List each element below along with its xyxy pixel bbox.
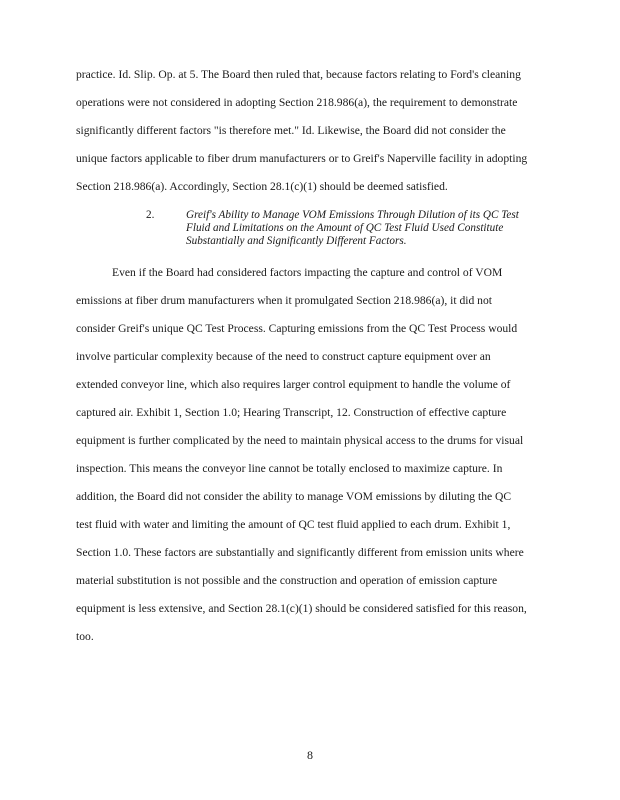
heading-line: Substantially and Significantly Different Factors.: [186, 235, 407, 247]
text-line: captured air. Exhibit 1, Section 1.0; Hearing Transcript, 12. Construction of effective capture: [76, 406, 507, 419]
text-line: unique factors applicable to fiber drum manufacturers or to Greif's Naperville facility in adopting: [76, 152, 528, 165]
text-line: operations were not considered in adopting Section 218.986(a), the requirement to demonstrate: [76, 96, 518, 109]
text-line: test fluid with water and limiting the amount of QC test fluid applied to each drum. Exhibit 1,: [76, 518, 511, 531]
text-line: inspection. This means the conveyor line cannot be totally enclosed to maximize capture. In: [76, 462, 503, 475]
text-line: practice. Id. Slip. Op. at 5. The Board then ruled that, because factors relating to Ford's cleaning: [76, 68, 521, 81]
text-line: significantly different factors "is therefore met." Id. Likewise, the Board did not consider the: [76, 124, 506, 137]
text-line: Even if the Board had considered factors impacting the capture and control of VOM: [112, 266, 503, 279]
text-line: too.: [76, 630, 94, 643]
text-line: equipment is less extensive, and Section 28.1(c)(1) should be considered satisfied for this reason,: [76, 602, 527, 615]
heading-line: Fluid and Limitations on the Amount of QC Test Fluid Used Constitute: [186, 222, 504, 234]
text-line: addition, the Board did not consider the ability to manage VOM emissions by diluting the QC: [76, 490, 512, 503]
text-line: consider Greif's unique QC Test Process. Capturing emissions from the QC Test Process would: [76, 322, 518, 335]
text-line: emissions at fiber drum manufacturers when it promulgated Section 218.986(a), it did not: [76, 294, 492, 307]
text-line: equipment is further complicated by the need to maintain physical access to the drums for visual: [76, 434, 524, 447]
text-line: material substitution is not possible and the construction and operation of emission capture: [76, 574, 498, 587]
text-line: Section 218.986(a). Accordingly, Section 28.1(c)(1) should be deemed satisfied.: [76, 180, 448, 193]
text-line: extended conveyor line, which also requires larger control equipment to handle the volume of: [76, 378, 511, 391]
heading-number: 2.: [146, 209, 155, 221]
page-number: 8: [307, 748, 313, 762]
text-line: involve particular complexity because of the need to construct capture equipment over an: [76, 350, 491, 363]
text-line: Section 1.0. These factors are substantially and significantly different from emission units where: [76, 546, 524, 559]
heading-line: Greif's Ability to Manage VOM Emissions Through Dilution of its QC Test: [186, 209, 519, 221]
